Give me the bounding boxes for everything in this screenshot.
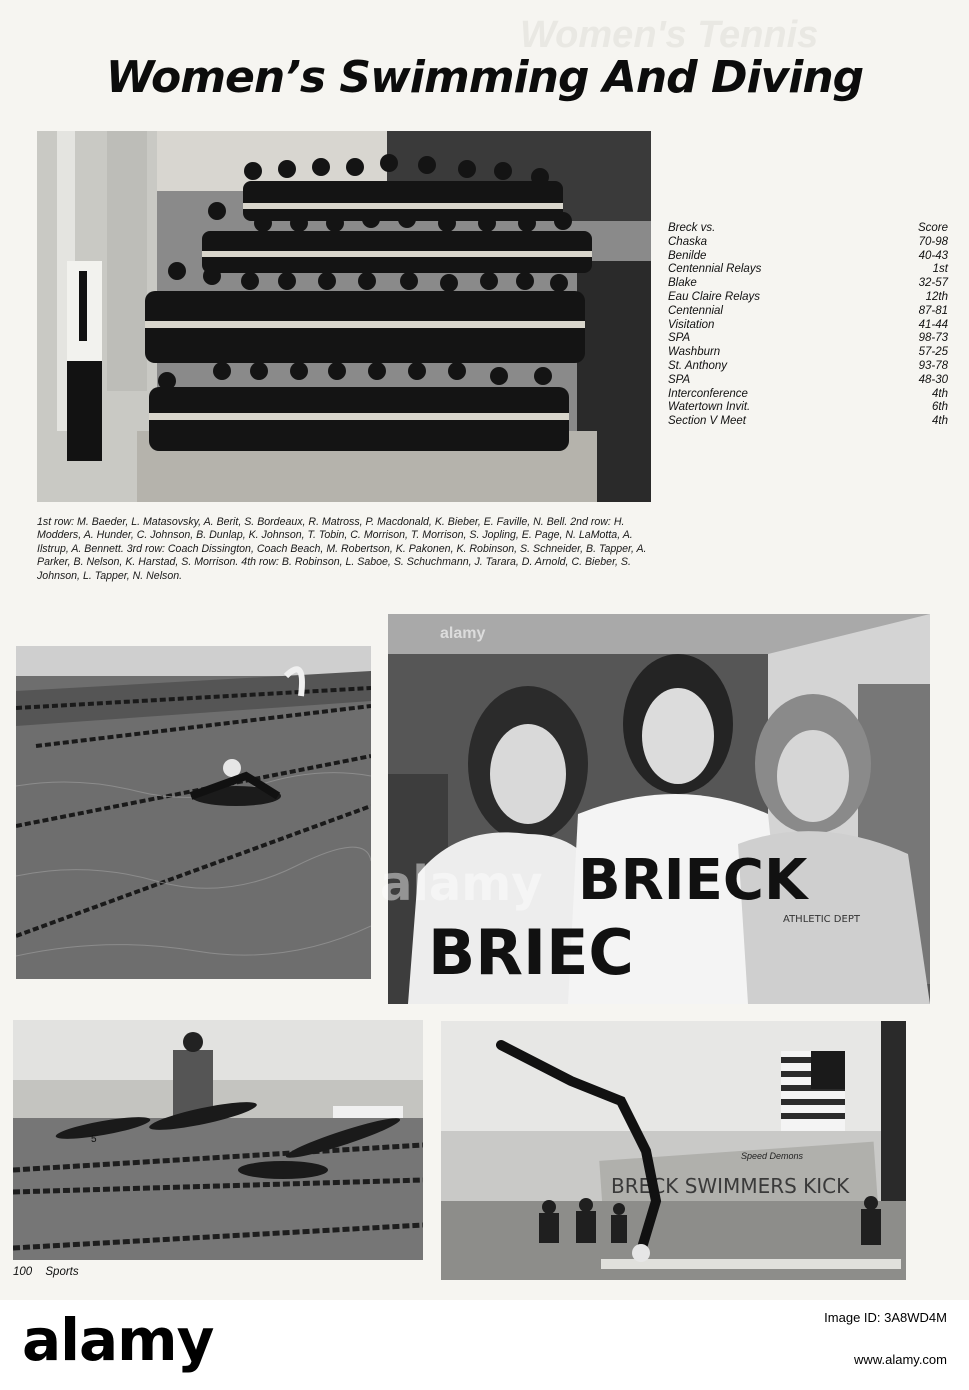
schedule-header <box>668 222 948 236</box>
score: 98-73 <box>918 332 948 345</box>
team-members-photo <box>388 614 930 1004</box>
opponent: Visitation <box>668 318 715 331</box>
sweatshirt-lettering-left: BRIEC <box>428 916 634 989</box>
score: 48-30 <box>918 373 948 386</box>
stock-url: www.alamy.com <box>854 1352 947 1367</box>
score: 70-98 <box>918 235 948 248</box>
opponent: Interconference <box>668 387 748 400</box>
opponent: Chaska <box>668 235 707 248</box>
bleed-through-text: Women's Tennis <box>520 14 819 54</box>
stock-logo: alamy <box>22 1306 214 1374</box>
score: 87-81 <box>918 304 948 317</box>
opponent: Centennial <box>668 304 723 317</box>
score: 12th <box>925 290 948 303</box>
score: 32-57 <box>918 277 948 290</box>
schedule-row <box>668 291 948 305</box>
tshirt-lettering: ATHLETIC DEPT <box>783 914 860 925</box>
schedule-header-score: Score <box>917 222 948 234</box>
american-flag <box>781 1051 845 1131</box>
score: 1st <box>932 263 948 276</box>
schedule-row <box>668 388 948 402</box>
opponent: Washburn <box>668 346 721 359</box>
page-title: Women’s Swimming And Diving <box>105 52 864 103</box>
opponent: Section V Meet <box>668 415 746 428</box>
schedule-row <box>668 250 948 264</box>
schedule-row <box>668 263 948 277</box>
score: 41-44 <box>918 318 948 331</box>
opponent: Eau Claire Relays <box>668 290 761 303</box>
opponent: St. Anthony <box>668 359 728 372</box>
page-number: 100 <box>13 1266 33 1278</box>
team-photo <box>37 131 651 502</box>
sweatshirt-lettering-center: BRIECK <box>578 848 808 913</box>
opponent: Blake <box>668 277 697 290</box>
score: 57-25 <box>918 346 948 359</box>
schedule-row <box>668 305 948 319</box>
watermark-logo-small: alamy <box>440 625 486 642</box>
opponent: Watertown Invit. <box>668 401 751 414</box>
watermark-logo: alamy <box>380 856 543 912</box>
schedule-row <box>668 319 948 333</box>
opponent: SPA <box>668 373 691 386</box>
opponent: Centennial Relays <box>668 263 762 276</box>
schedule-table <box>668 222 948 429</box>
score: 93-78 <box>918 359 948 372</box>
team-photo-caption: 1st row: M. Baeder, L. Matasovsky, A. Berit, S. Bordeaux, R. Matross, P. Macdonald, K. Bieber, E. Faville, N. Bell. 2nd row: H. Modders, A. Hunder, C. Johnson, B. Dunlap, K. Johnson, T. Tobin, C. Morrison, T. Morrison, S. Jopling, E. Page, N. LaMotta, A. Ilstrup, A. Bennett. 3rd row: Coach Dissington, Coach Beach, M. Robertson, K. Pakonen, K. Robinson, S. Schneider, B. Tapper, A. Parker, B. Nelson, K. Harstad, S. Morrison. 4th row: B. Robinson, L. Saboe, S. Schuchmann, J. Tarara, D. Arnold, C. Bieber, S. Johnson, L. Tapper, N. Nelson. <box>37 516 647 582</box>
section-name: Sports <box>45 1266 79 1278</box>
score: 6th <box>932 401 948 414</box>
lane-number: 5 <box>91 1134 97 1145</box>
schedule-row <box>668 360 948 374</box>
schedule-header-opponent: Breck vs. <box>668 222 716 234</box>
schedule-row <box>668 401 948 415</box>
banner-text: BRECK SWIMMERS KICK <box>611 1174 850 1198</box>
score: 4th <box>932 387 948 400</box>
opponent: Benilde <box>668 249 707 262</box>
schedule-row <box>668 374 948 388</box>
schedule-row <box>668 277 948 291</box>
schedule-row <box>668 346 948 360</box>
schedule-row <box>668 236 948 250</box>
swimmer-lane-photo <box>16 646 371 979</box>
page-folio <box>13 1266 89 1278</box>
opponent: SPA <box>668 332 691 345</box>
relay-start-photo <box>13 1020 423 1260</box>
banner-subtitle: Speed Demons <box>741 1151 804 1161</box>
schedule-row <box>668 415 948 429</box>
score: 4th <box>932 415 948 428</box>
diver-photo <box>441 1021 906 1280</box>
stock-image-id: Image ID: 3A8WD4M <box>824 1310 947 1325</box>
schedule-row <box>668 332 948 346</box>
score: 40-43 <box>918 249 948 262</box>
